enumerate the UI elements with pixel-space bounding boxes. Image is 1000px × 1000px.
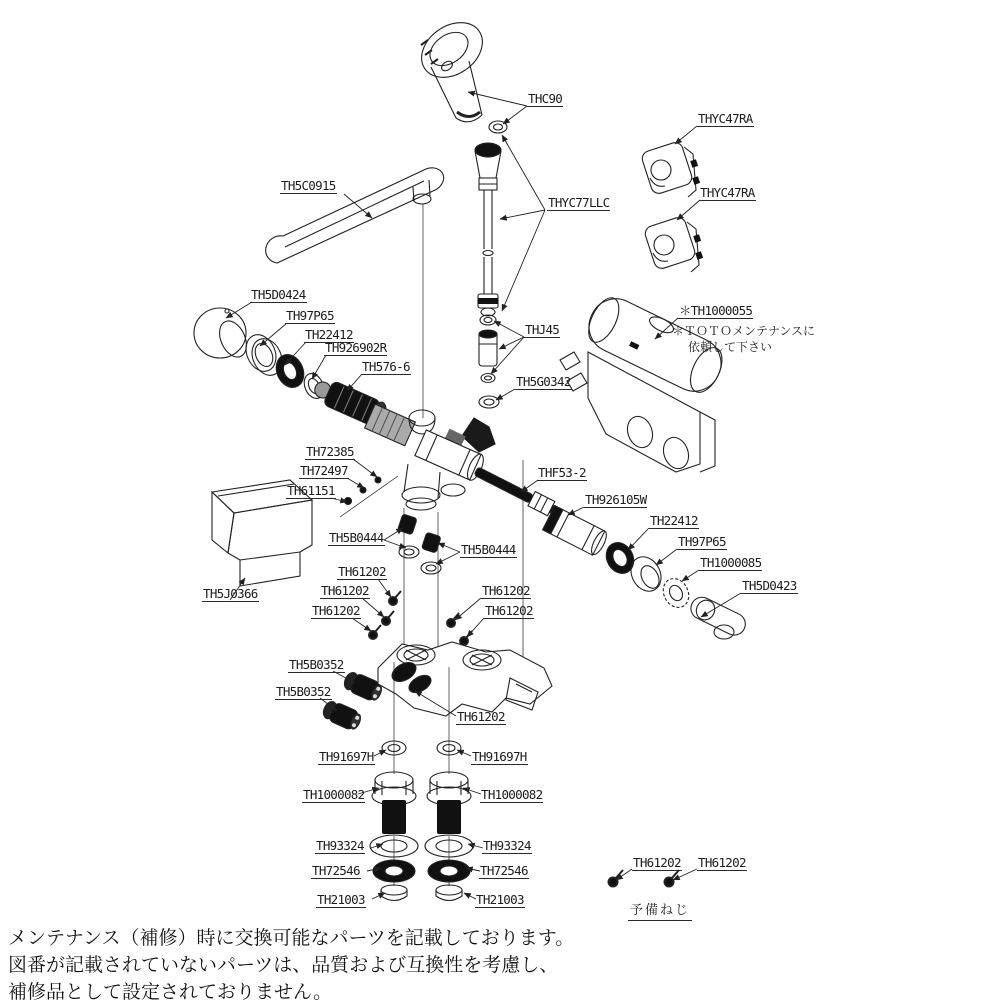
left-parts-row-art <box>194 308 389 429</box>
part-label-thc90: THC90 <box>528 91 563 106</box>
part-label-th61202: TH61202 <box>485 603 533 618</box>
maintenance-note-line1: ＊ＴＯＴＯメンテナンスに <box>672 324 816 338</box>
part-label-th91697h: TH91697H <box>319 749 374 764</box>
part-label-th5b0444: TH5B0444 <box>329 530 384 545</box>
footer-line-1: メンテナンス（補修）時に交換可能なパーツを記載しております。 <box>8 927 575 949</box>
part-label-th5b0352: TH5B0352 <box>289 657 344 672</box>
manifold-art <box>378 642 552 716</box>
part-label-th576-6: TH576-6 <box>362 359 410 374</box>
part-label-th72546: TH72546 <box>312 863 360 878</box>
footer-line-3: 補修品として設定されておりません。 <box>8 981 333 1000</box>
part-label-th1000082: TH1000082 <box>481 787 543 802</box>
part-label-thyc47ra: THYC47RA <box>700 185 755 200</box>
part-label-th61202: TH61202 <box>457 709 505 724</box>
hanger-art <box>640 141 700 197</box>
part-label-th5d0424: TH5D0424 <box>251 287 306 302</box>
part-label-th5b0444: TH5B0444 <box>461 542 516 557</box>
part-label-th5d0423: TH5D0423 <box>742 578 797 593</box>
part-label-th93324: TH93324 <box>316 838 364 853</box>
part-label-th22412: TH22412 <box>305 327 353 342</box>
part-label-th61202: TH61202 <box>482 583 530 598</box>
part-label-th1000082: TH1000082 <box>303 787 365 802</box>
part-label-thyc47ra: THYC47RA <box>698 111 753 126</box>
part-label-th91697h: TH91697H <box>472 749 527 764</box>
part-label-th61202: TH61202 <box>633 855 681 870</box>
part-label-th21003: TH21003 <box>317 892 365 907</box>
check-valves-art <box>320 670 384 733</box>
part-label-th5j0366: TH5J0366 <box>203 586 258 601</box>
shower-hose-art <box>475 143 501 325</box>
part-label-th97p65: TH97P65 <box>678 534 726 549</box>
part-label-th61151: TH61151 <box>287 483 335 498</box>
maintenance-note-line2: 依頼して下さい <box>688 340 773 354</box>
part-label-th5g0342: TH5G0342 <box>516 374 571 389</box>
part-label-th61202: TH61202 <box>698 855 746 870</box>
part-label-th72385: TH72385 <box>306 444 354 459</box>
footer-line-2: 図番が記載されていないパーツは、品質および互換性を考慮し、 <box>8 954 559 976</box>
part-label-th5b0352: TH5B0352 <box>276 684 331 699</box>
part-label-th97p65: TH97P65 <box>286 308 334 323</box>
part-label-th5c0915: TH5C0915 <box>281 178 336 193</box>
part-label-th72497: TH72497 <box>300 463 348 478</box>
part-label-th93324: TH93324 <box>483 838 531 853</box>
part-label-th926902r: TH926902R <box>325 340 387 355</box>
part-label-th61202: TH61202 <box>321 583 369 598</box>
part-label-thyc77llc: THYC77LLC <box>548 195 610 210</box>
part-label-th21003: TH21003 <box>476 892 524 907</box>
part-label-th1000055: ＊TH1000055 <box>679 303 753 318</box>
part-label-th926105w: TH926105W <box>585 492 647 507</box>
part-label-th72546: TH72546 <box>480 863 528 878</box>
part-label-th61202: TH61202 <box>312 603 360 618</box>
part-label-th1000085: TH1000085 <box>700 555 762 570</box>
shower-head-art <box>411 11 493 121</box>
part-label-thf53-2: THF53-2 <box>538 465 586 480</box>
footer-text <box>8 925 998 1000</box>
hose-adapter-art <box>444 330 499 452</box>
part-label-th22412: TH22412 <box>650 513 698 528</box>
spare-screws-caption: 予備ねじ <box>628 899 692 921</box>
part-label-th61202: TH61202 <box>338 564 386 579</box>
part-label-thj45: THJ45 <box>525 322 560 337</box>
